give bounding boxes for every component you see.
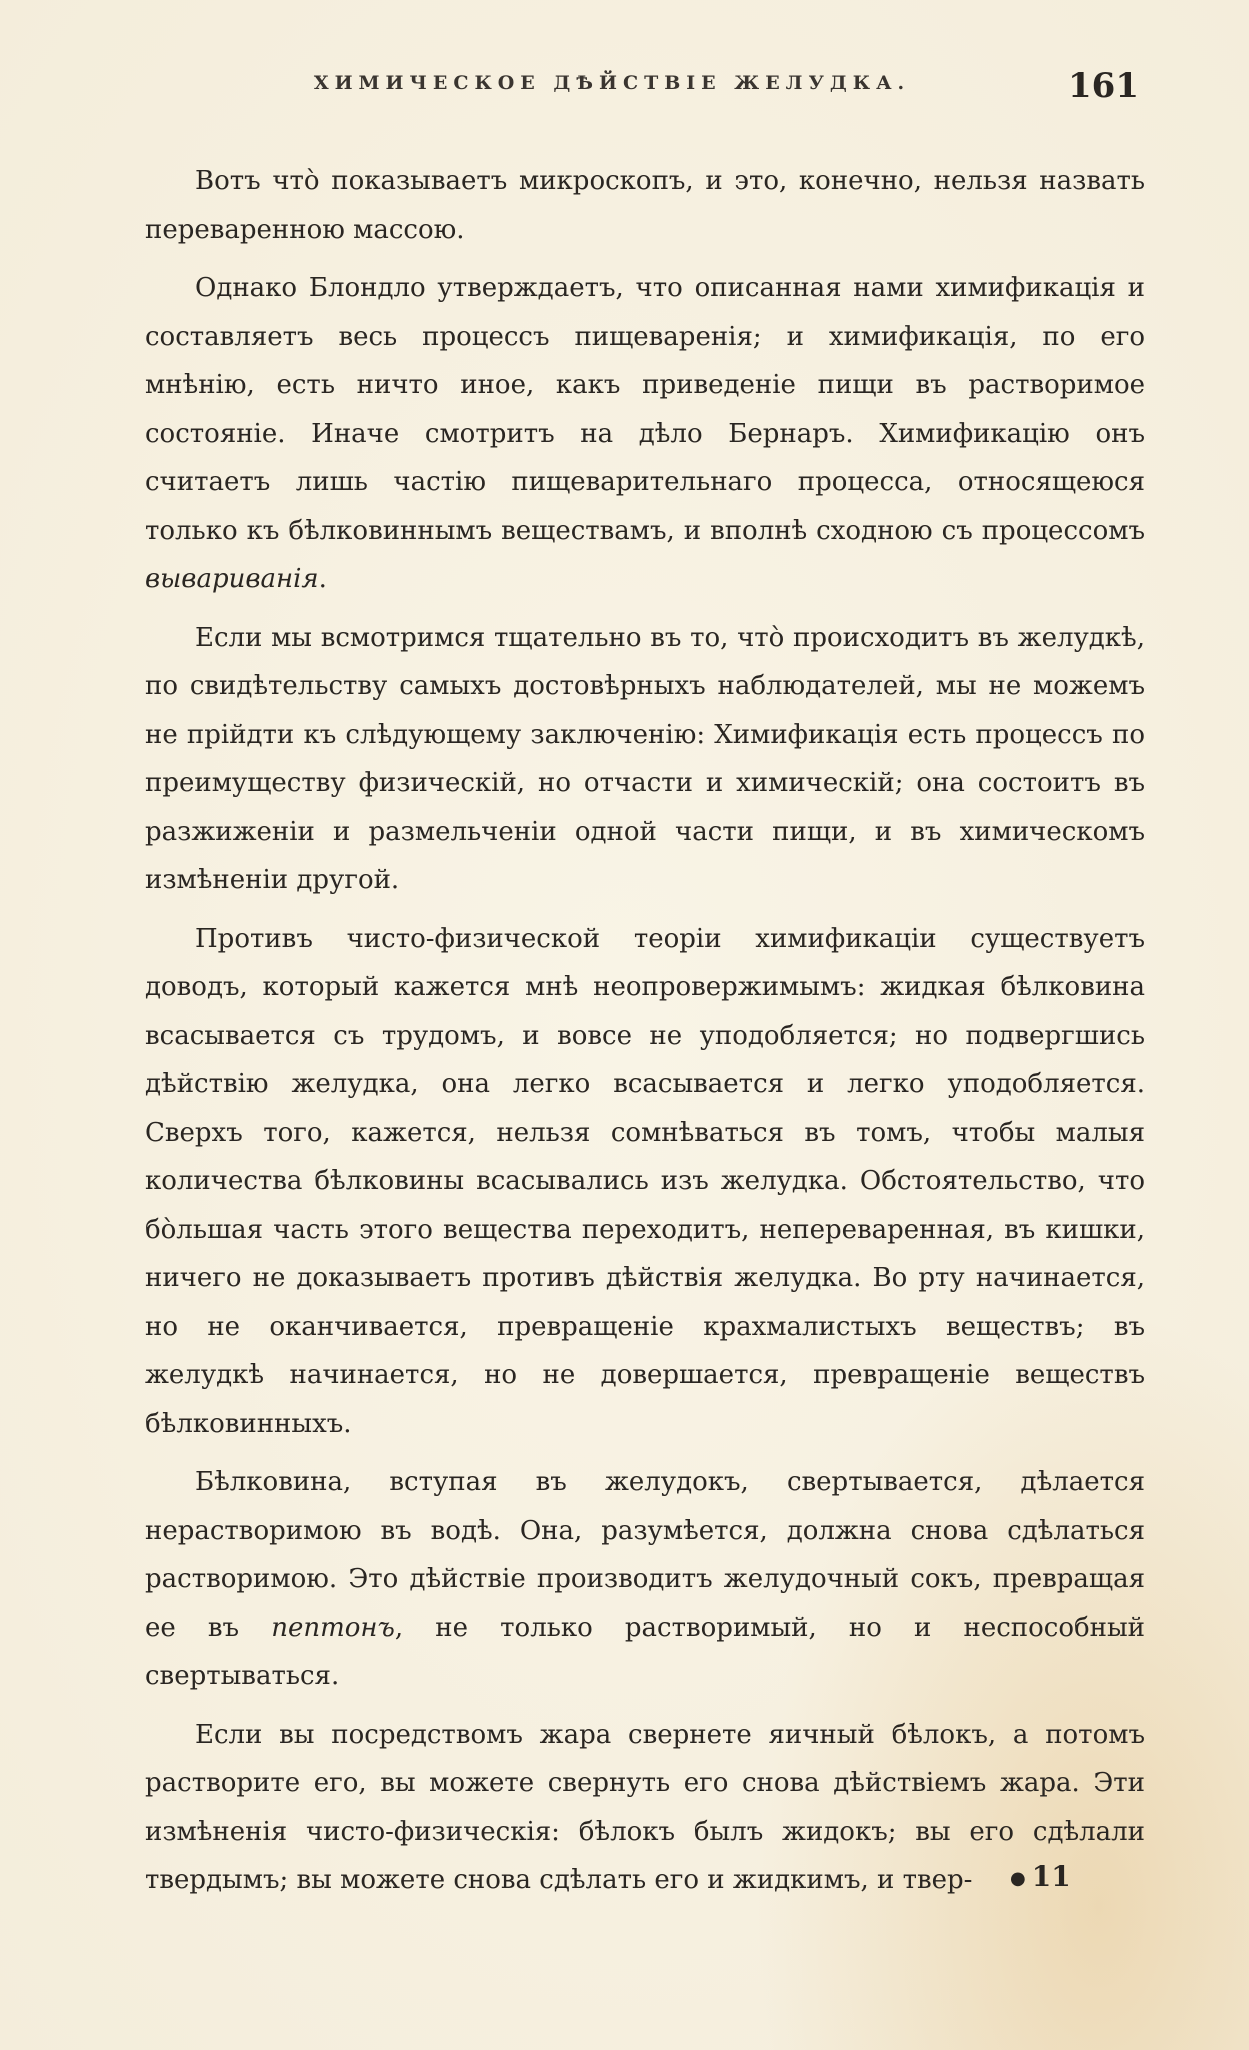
running-title: ХИМИЧЕСКОЕ ДѢЙСТВІЕ ЖЕЛУДКА. [313, 72, 911, 94]
paragraph-5-emphasis: пептонъ [271, 1612, 395, 1643]
paragraph-5 [145, 1458, 1145, 1701]
paragraph-3 [145, 614, 1145, 905]
paragraph-3-text: Если мы всмотримся тщательно въ то, что̀ происходитъ въ желудкѣ, по свидѣтельству самыхъ достовѣрныхъ наблюдателей, мы не можемъ не прійдти къ слѣдующему заключенію: Химификація есть процессъ по преимуществу физическій, но отчасти и химическій; она состоитъ въ разжиженіи и размельченіи одной части пищи, и въ химическомъ измѣненіи другой. [145, 622, 1145, 895]
paragraph-4 [145, 915, 1145, 1449]
paragraph-5-text: Бѣлковина, вступая въ желудокъ, свертывается, дѣлается нерастворимою въ водѣ. Она, разумѣется, должна снова сдѣлаться растворимою. Это дѣйствіе производитъ желудочный сокъ, превращая ее въ [145, 1467, 1145, 1643]
paragraph-2-text: Однако Блондло утверждаетъ, что описанная нами химификація и составляетъ весь процессъ пищеваренія; и химификація, по его мнѣнію, есть ничто иное, какъ приведеніе пищи въ растворимое состояніе. Иначе смотритъ на дѣло Бернаръ. Химификацію онъ считаетъ лишь частію пищеварительнаго процесса, относящеюся только къ бѣлковиннымъ веществамъ, и вполнѣ сходною съ процессомъ [145, 273, 1145, 546]
paragraph-6 [145, 1711, 1145, 1905]
page-number: 161 [1068, 66, 1139, 106]
paragraph-2-emphasis: вывариванія [145, 564, 319, 594]
paragraph-2-tail: . [318, 564, 327, 594]
paragraph-1-text: Вотъ что̀ показываетъ микроскопъ, и это, конечно, нельзя назвать переваренною массою. [145, 166, 1145, 245]
body-text [145, 157, 1145, 1915]
paragraph-6-text: Если вы посредствомъ жара свернете яичный бѣлокъ, а потомъ растворите его, вы можете свернуть его снова дѣйствіемъ жара. Эти измѣненія чисто-физическія: бѣлокъ былъ жидокъ; вы его сдѣлали твердымъ; вы можете снова сдѣлать его и жидкимъ, и твер- [145, 1719, 1145, 1895]
signature-mark [1010, 1860, 1071, 1893]
signature-number: 11 [1031, 1860, 1071, 1893]
running-head [145, 66, 1139, 112]
paragraph-1 [145, 157, 1145, 254]
bullet-icon: ● [1010, 1868, 1026, 1889]
paragraph-2 [145, 264, 1145, 604]
paragraph-4-text: Противъ чисто-физической теоріи химификаціи существуетъ доводъ, который кажется мнѣ неопровержимымъ: жидкая бѣлковина всасывается съ трудомъ, и вовсе не уподобляется; но подвергшись дѣйствію желудка, она легко всасывается и легко уподобляется. Сверхъ того, кажется, нельзя сомнѣваться въ томъ, чтобы малыя количества бѣлковины всасывались изъ желудка. Обстоятельство, что бо̀льшая часть этого вещества переходитъ, непереваренная, въ кишки, ничего не доказываетъ противъ дѣйствія желудка. Во рту начинается, но не оканчивается, превращеніе крахмалистыхъ веществъ; въ желудкѣ начинается, но не довершается, превращеніе веществъ бѣлковинныхъ. [145, 923, 1145, 1439]
paragraph-5-tail: , не только растворимый, но и неспособный свертываться. [145, 1612, 1145, 1691]
